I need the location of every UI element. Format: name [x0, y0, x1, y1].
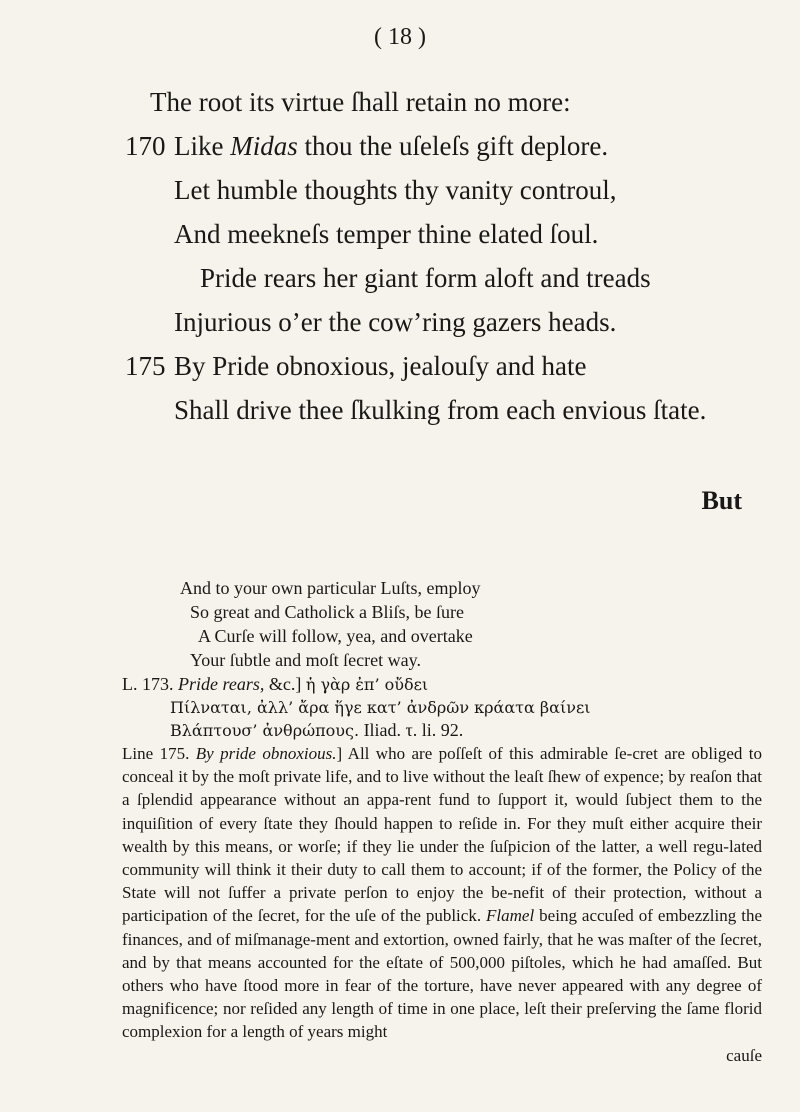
verse-line: Injurious o’er the cow’ring gazers heads. [174, 307, 617, 337]
note-175: Line 175. By pride obnoxious.] All who are poſſeſt of this admirable ſe-cret are obliged to conceal it by the moſt private life, and to live without the leaſt ſhew of expence; by reaſon that a ſplendid appearance without an appa-rent fund to ſupport it, would ſubject them to the inquiſition of every ſtate they ſhould happen to reſide in. For they muſt either acquire their wealth by this means, or worſe; if they lie under the ſuſpicion of the latter, a well regu-lated community will think it their duty to call them to account; if of the former, the Policy of the State will not ſuffer a private perſon to enjoy the be-nefit of their protection, without a participation of the ſecret, for the uſe of the publick. Flamel being accuſed of embezzling the finances, and of miſmanage-ment and extortion, owned fairly, that he was maſter of the ſecret, and by that means accounted for the eſtate of 500,000 piſtoles, which he had amaſſed. But others who have ſtood more in fear of the torture, have never appeared with any degree of magnificence; nor reſided any length of time in one place, leſt their preſerving the ſame florid complexion for a length of years might cauſe [122, 742, 762, 1067]
verse-line: By Pride obnoxious, jealouſy and hate [174, 351, 587, 381]
line-number: 170 [125, 131, 166, 161]
page-number: ( 18 ) [374, 24, 426, 50]
verse-line: Let humble thoughts thy vanity controul, [174, 175, 617, 205]
verse-line: Pride rears her giant form aloft and treads [200, 263, 651, 293]
verse-line: Like Midas thou the uſeleſs gift deplore. [174, 131, 609, 161]
verse-line: The root its virtue ſhall retain no more: [150, 87, 571, 117]
quote-line: And to your own particular Luſts, employ [180, 578, 481, 598]
note-173-greek: Βλάπτουσ’ ἀνθρώπους. Iliad. τ. li. 92. [170, 720, 464, 740]
line-number: 175 [125, 351, 166, 381]
note-173-head: L. 173. Pride rears, &c.] ἡ γὰρ ἐπ’ οὔδει [122, 674, 429, 694]
note-173-greek: Πίλναται, ἀλλ’ ἄρα ἥγε κατ’ ἀνδρῶν κράατα βαίνει [170, 698, 591, 717]
quote-line: So great and Catholick a Bliſs, be ſure [190, 602, 464, 622]
note-catchword: cauſe [726, 1045, 762, 1065]
quote-line: A Curſe will follow, yea, and overtake [198, 626, 473, 646]
verse-line: Shall drive thee ſkulking from each envious ſtate. [174, 395, 707, 425]
quote-line: Your ſubtle and moſt ſecret way. [190, 650, 421, 670]
verse-line: And meekneſs temper thine elated ſoul. [174, 219, 599, 249]
catchword: But [701, 486, 742, 515]
